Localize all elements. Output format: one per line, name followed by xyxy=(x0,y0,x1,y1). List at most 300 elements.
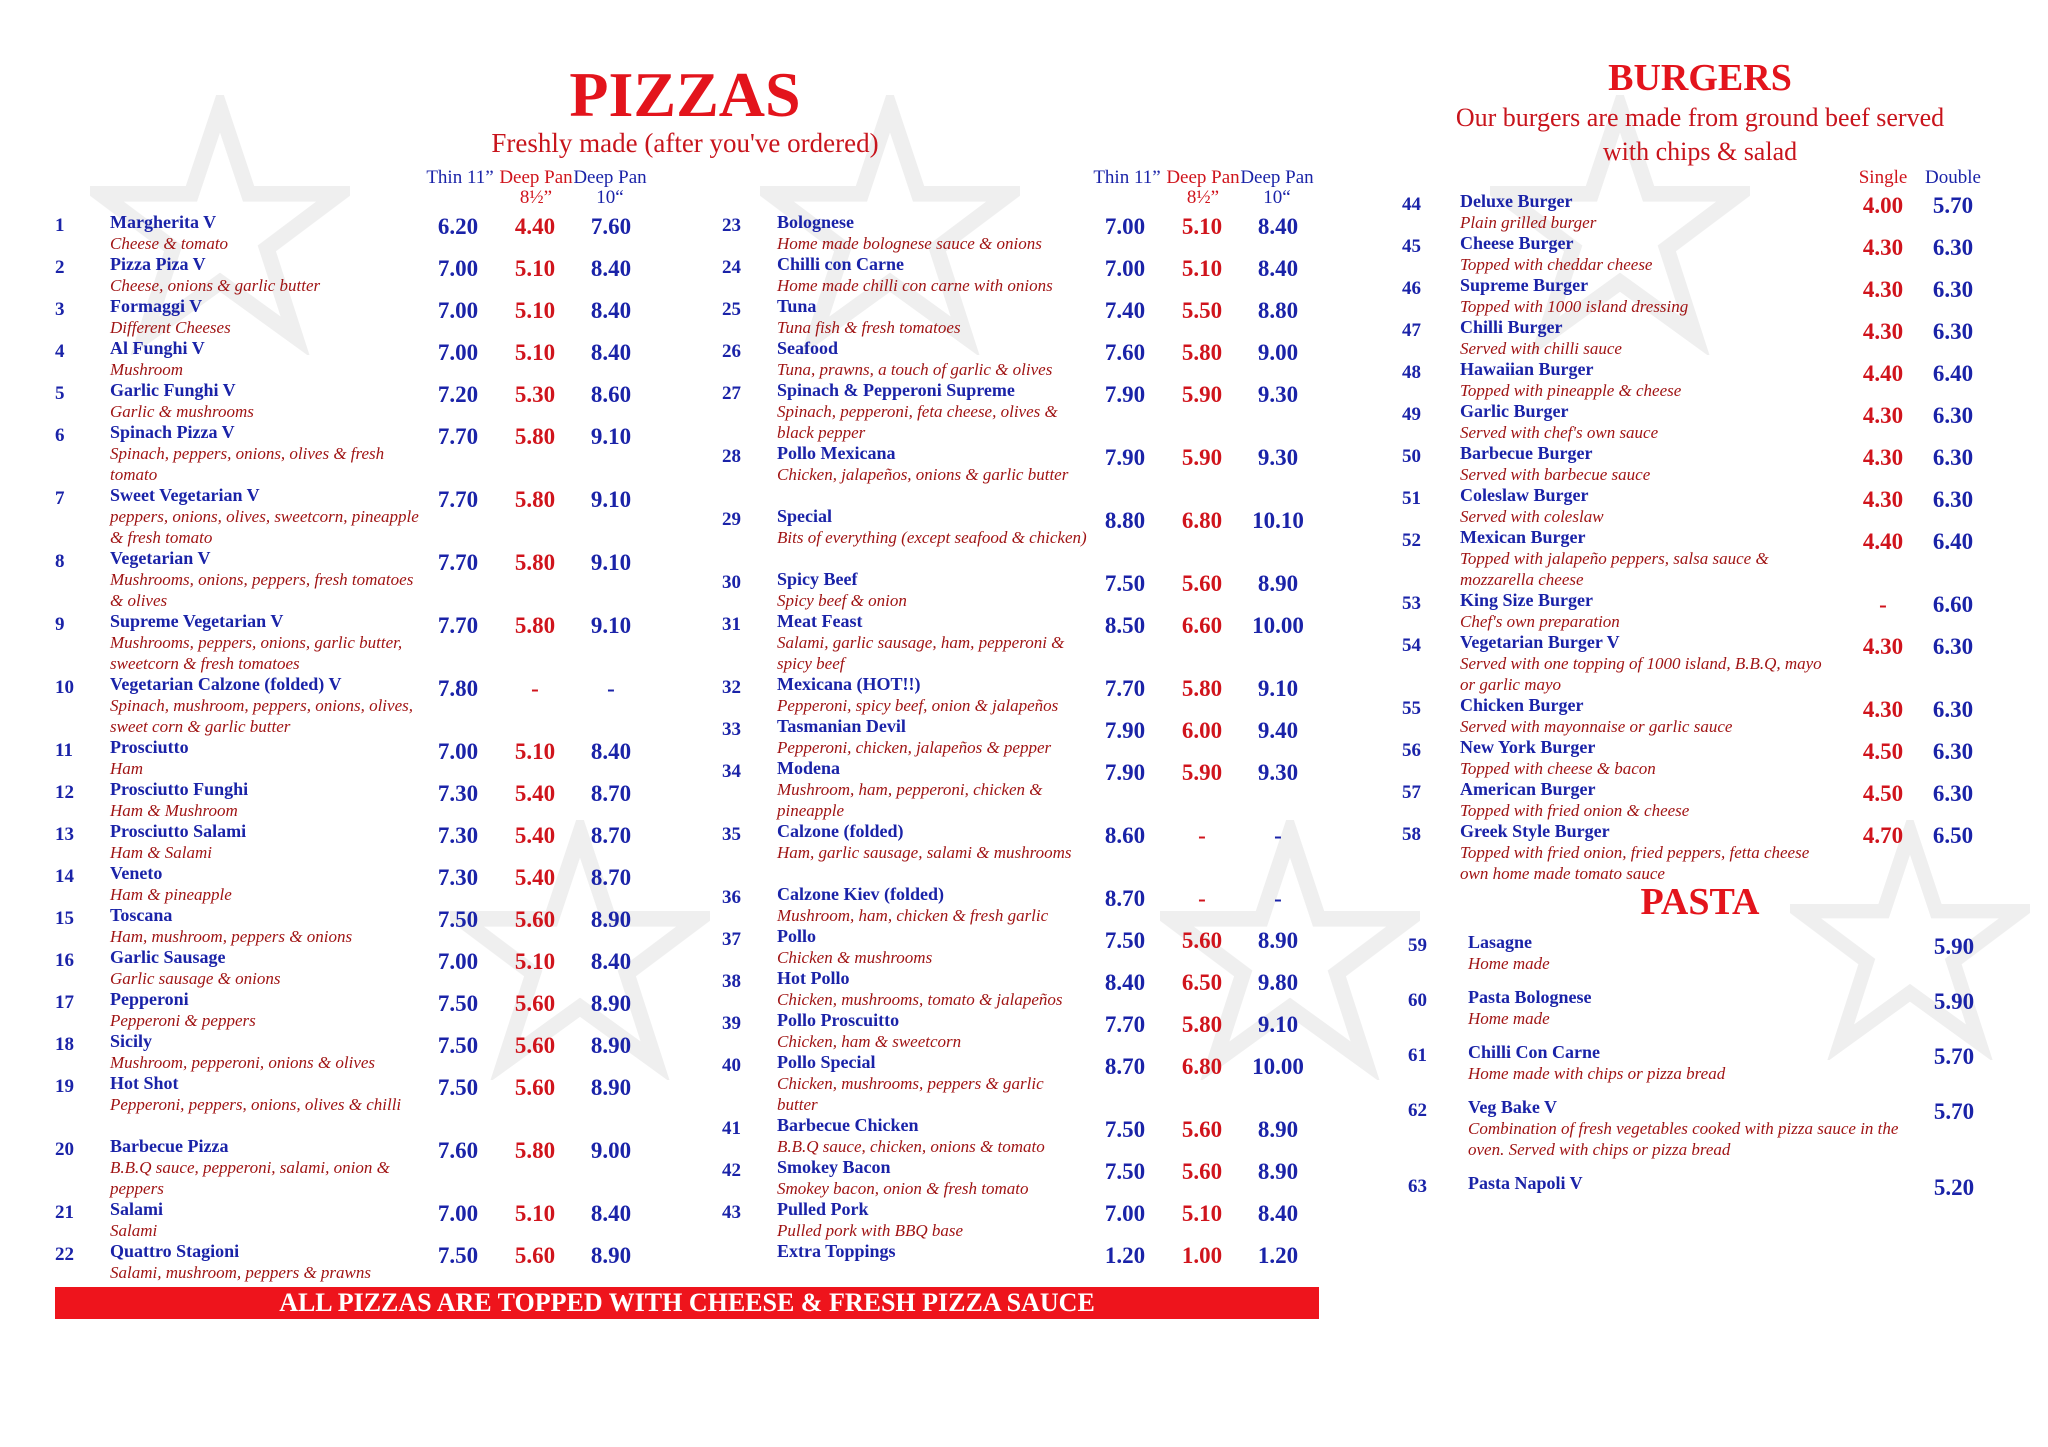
item-price: 5.80 xyxy=(514,487,556,512)
item-price: 6.30 xyxy=(1932,319,1974,344)
item-price: 7.00 xyxy=(1104,214,1146,239)
item-name: Vegetarian Calzone (folded) V xyxy=(110,674,342,694)
item-name: Salami xyxy=(110,1199,164,1219)
item-description: Topped with pineapple & cheese xyxy=(1460,381,1682,400)
item-name: Calzone Kiev (folded) xyxy=(777,884,944,904)
item-price: 5.90 xyxy=(1933,934,1975,959)
item-price: 5.60 xyxy=(514,1033,556,1058)
item-number: 19 xyxy=(55,1076,74,1097)
item-name: Vegetarian V xyxy=(110,548,211,568)
item-number: 26 xyxy=(722,341,741,362)
item-name: Hawaiian Burger xyxy=(1460,359,1594,379)
item-number: 48 xyxy=(1402,362,1421,383)
item-price: 5.60 xyxy=(1181,1159,1223,1184)
item-price: 5.60 xyxy=(514,1243,556,1268)
item-price: 6.40 xyxy=(1932,361,1974,386)
item-name: Spinach Pizza V xyxy=(110,422,235,442)
item-price: 7.50 xyxy=(437,991,479,1016)
item-description: Served with barbecue sauce xyxy=(1460,465,1651,484)
item-price: 4.40 xyxy=(514,214,556,239)
item-number: 40 xyxy=(722,1055,741,1076)
item-price: 4.30 xyxy=(1862,319,1904,344)
item-price: 5.10 xyxy=(1181,214,1223,239)
item-description: Topped with cheddar cheese xyxy=(1460,255,1653,274)
item-name: Pollo Special xyxy=(777,1052,876,1072)
item-number: 31 xyxy=(722,614,741,635)
item-name: Garlic Sausage xyxy=(110,947,226,967)
col-header-thin: Thin 11” xyxy=(426,167,494,188)
item-price: 6.80 xyxy=(1181,1054,1223,1079)
item-price: 4.30 xyxy=(1862,445,1904,470)
item-description: Combination of fresh vegetables cooked with pizza sauce in the oven. Served with chips or pizza bread xyxy=(1468,1119,1899,1159)
item-price: 7.90 xyxy=(1104,382,1146,407)
item-price: 7.00 xyxy=(1104,256,1146,281)
item-price: 6.30 xyxy=(1932,739,1974,764)
item-description: Served with mayonnaise or garlic sauce xyxy=(1460,717,1733,736)
item-description: Mushroom xyxy=(110,360,184,379)
item-price: 9.30 xyxy=(1257,445,1299,470)
item-price: 8.40 xyxy=(1257,214,1299,239)
item-price: 4.00 xyxy=(1862,193,1904,218)
item-price: 5.10 xyxy=(514,340,556,365)
item-description: Served with chilli sauce xyxy=(1460,339,1622,358)
item-name: Chicken Burger xyxy=(1460,695,1584,715)
item-price: 5.10 xyxy=(1181,1201,1223,1226)
item-number: 46 xyxy=(1402,278,1421,299)
item-description: Smokey bacon, onion & fresh tomato xyxy=(777,1179,1029,1198)
item-number: 3 xyxy=(55,299,65,320)
item-name: Supreme Burger xyxy=(1460,275,1589,295)
pizzas-subtitle: Freshly made (after you've ordered) xyxy=(491,128,879,158)
item-description: Home made with chips or pizza bread xyxy=(1468,1064,1726,1083)
item-price: 7.00 xyxy=(437,739,479,764)
item-price: 7.20 xyxy=(437,382,479,407)
item-description: Bits of everything (except seafood & chicken) xyxy=(777,528,1087,547)
item-name: Pollo Mexicana xyxy=(777,443,896,463)
item-description: Garlic sausage & onions xyxy=(110,969,281,988)
item-price: 5.60 xyxy=(514,991,556,1016)
item-price: 5.50 xyxy=(1181,298,1223,323)
item-description: Mushrooms, onions, peppers, fresh tomatoes & olives xyxy=(110,570,414,610)
item-name: American Burger xyxy=(1460,779,1596,799)
item-name: Seafood xyxy=(777,338,839,358)
item-description: Spinach, peppers, onions, olives & fresh tomato xyxy=(110,444,385,484)
item-name: Bolognese xyxy=(777,212,855,232)
item-price: - xyxy=(1198,886,1206,911)
item-price: 7.50 xyxy=(437,1033,479,1058)
item-price: 7.50 xyxy=(1104,1159,1146,1184)
item-name: Prosciutto Salami xyxy=(110,821,247,841)
item-price: 7.70 xyxy=(437,550,479,575)
item-price: 5.40 xyxy=(514,823,556,848)
item-name: Tasmanian Devil xyxy=(777,716,906,736)
item-description: Different Cheeses xyxy=(110,318,231,337)
item-price: 10.10 xyxy=(1252,508,1304,533)
item-name: Pasta Napoli V xyxy=(1468,1173,1583,1193)
item-price: 8.90 xyxy=(590,1075,632,1100)
item-price: 4.30 xyxy=(1862,235,1904,260)
item-name: Spinach & Pepperoni Supreme xyxy=(777,380,1015,400)
item-number: 18 xyxy=(55,1034,74,1055)
item-price: 5.80 xyxy=(1181,1012,1223,1037)
item-number: 38 xyxy=(722,971,741,992)
item-number: 59 xyxy=(1408,935,1427,956)
item-description: Home made xyxy=(1468,1009,1550,1028)
item-price: 9.10 xyxy=(590,550,632,575)
item-name: Pollo xyxy=(777,926,816,946)
item-price: 8.40 xyxy=(1257,1201,1299,1226)
item-price: 7.50 xyxy=(1104,571,1146,596)
item-price: 5.90 xyxy=(1181,760,1223,785)
item-name: Sweet Vegetarian V xyxy=(110,485,260,505)
item-price: 7.30 xyxy=(437,865,479,890)
item-price: 6.50 xyxy=(1932,823,1974,848)
item-name: Cheese Burger xyxy=(1460,233,1574,253)
item-number: 47 xyxy=(1402,320,1421,341)
item-description: Cheese, onions & garlic butter xyxy=(110,276,321,295)
item-description: Home made xyxy=(1468,954,1550,973)
item-number: 44 xyxy=(1402,194,1421,215)
item-price: 6.00 xyxy=(1181,718,1223,743)
item-number: 42 xyxy=(722,1160,741,1181)
item-price: 9.10 xyxy=(1257,1012,1299,1037)
item-description: Served with chef's own sauce xyxy=(1460,423,1659,442)
item-name: Supreme Vegetarian V xyxy=(110,611,284,631)
item-price: 7.00 xyxy=(437,298,479,323)
item-price: - xyxy=(1879,592,1887,617)
item-price: 5.80 xyxy=(1181,340,1223,365)
item-name: Pulled Pork xyxy=(777,1199,869,1219)
item-price: 6.30 xyxy=(1932,634,1974,659)
item-number: 62 xyxy=(1408,1100,1427,1121)
item-price: 7.50 xyxy=(1104,1117,1146,1142)
item-price: 9.10 xyxy=(590,487,632,512)
item-price: - xyxy=(607,676,615,701)
item-description: Pepperoni & peppers xyxy=(110,1011,256,1030)
item-price: 8.70 xyxy=(1104,886,1146,911)
item-price: 5.80 xyxy=(514,1138,556,1163)
item-price: 5.90 xyxy=(1181,382,1223,407)
item-number: 54 xyxy=(1402,635,1421,656)
burgers-title: BURGERS xyxy=(1608,57,1792,99)
item-price: 8.80 xyxy=(1104,508,1146,533)
item-name: Quattro Stagioni xyxy=(110,1241,240,1261)
item-number: 37 xyxy=(722,929,741,950)
item-description: B.B.Q sauce, pepperoni, salami, onion & peppers xyxy=(110,1158,390,1198)
item-price: 6.30 xyxy=(1932,445,1974,470)
item-number: 9 xyxy=(55,614,65,635)
item-name: Formaggi V xyxy=(110,296,203,316)
item-description: Chicken, ham & sweetcorn xyxy=(777,1032,962,1051)
pizza-banner: ALL PIZZAS ARE TOPPED WITH CHEESE & FRESH PIZZA SAUCE xyxy=(55,1287,1319,1319)
item-price: 8.70 xyxy=(590,823,632,848)
item-name: Deluxe Burger xyxy=(1460,191,1573,211)
item-price: 5.80 xyxy=(514,550,556,575)
item-price: 5.90 xyxy=(1181,445,1223,470)
item-price: 5.60 xyxy=(514,907,556,932)
item-description: Served with one topping of 1000 island, B.B.Q, mayo or garlic mayo xyxy=(1460,654,1822,694)
item-price: - xyxy=(1274,886,1282,911)
item-name: Mexicana (HOT!!) xyxy=(777,674,921,694)
item-name: Lasagne xyxy=(1468,932,1533,952)
item-name: Coleslaw Burger xyxy=(1460,485,1589,505)
item-number: 57 xyxy=(1402,782,1421,803)
item-number: 2 xyxy=(55,257,65,278)
item-price: 7.70 xyxy=(437,487,479,512)
item-description: Mushroom, ham, pepperoni, chicken & pineapple xyxy=(777,780,1043,820)
item-price: 5.10 xyxy=(514,739,556,764)
item-description: Chicken & mushrooms xyxy=(777,948,933,967)
item-price: 5.80 xyxy=(514,613,556,638)
item-description: Pepperoni, peppers, onions, olives & chilli xyxy=(110,1095,402,1114)
item-number: 15 xyxy=(55,908,74,929)
col-header-deep-small: Deep Pan 8½” xyxy=(1166,167,1240,208)
item-price: 8.60 xyxy=(1104,823,1146,848)
item-name: Tuna xyxy=(777,296,817,316)
item-number: 35 xyxy=(722,824,741,845)
item-price: 9.00 xyxy=(590,1138,632,1163)
item-name: Meat Feast xyxy=(777,611,863,631)
item-number: 49 xyxy=(1402,404,1421,425)
item-description: Mushroom, ham, chicken & fresh garlic xyxy=(777,906,1049,925)
item-price: 6.30 xyxy=(1932,487,1974,512)
col-header-single: Single xyxy=(1858,167,1908,188)
item-price: 5.10 xyxy=(514,298,556,323)
item-price: 4.70 xyxy=(1862,823,1904,848)
item-price: 7.00 xyxy=(437,949,479,974)
item-price: 6.50 xyxy=(1181,970,1223,995)
item-number: 17 xyxy=(55,992,74,1013)
item-price: 5.40 xyxy=(514,781,556,806)
item-number: 29 xyxy=(722,509,741,530)
item-number: 32 xyxy=(722,677,741,698)
item-price: 4.30 xyxy=(1862,403,1904,428)
item-price: 6.20 xyxy=(437,214,479,239)
item-price: 8.90 xyxy=(590,1243,632,1268)
item-price: 7.50 xyxy=(437,907,479,932)
item-price: 5.60 xyxy=(1181,928,1223,953)
item-name: Chilli Burger xyxy=(1460,317,1563,337)
item-description: Chicken, mushrooms, tomato & jalapeños xyxy=(777,990,1063,1009)
item-price: 9.40 xyxy=(1257,718,1299,743)
item-name: Pasta Bolognese xyxy=(1468,987,1592,1007)
item-price: 6.40 xyxy=(1932,529,1974,554)
item-price: 6.60 xyxy=(1181,613,1223,638)
item-price: 8.40 xyxy=(590,949,632,974)
item-price: 1.00 xyxy=(1181,1243,1223,1268)
item-price: 9.10 xyxy=(590,424,632,449)
item-price: 7.50 xyxy=(437,1075,479,1100)
item-description: Topped with fried onion & cheese xyxy=(1460,801,1690,820)
item-description: Ham & pineapple xyxy=(110,885,232,904)
item-price: 4.40 xyxy=(1862,361,1904,386)
item-description: Spinach, mushroom, peppers, onions, olives, sweet corn & garlic butter xyxy=(110,696,413,736)
item-price: 8.40 xyxy=(590,739,632,764)
item-number: 58 xyxy=(1402,824,1421,845)
item-description: Topped with jalapeño peppers, salsa sauce & mozzarella cheese xyxy=(1460,549,1769,589)
item-name: Prosciutto Funghi xyxy=(110,779,249,799)
item-price: 8.50 xyxy=(1104,613,1146,638)
item-price: 7.00 xyxy=(1104,1201,1146,1226)
item-description: Spicy beef & onion xyxy=(777,591,907,610)
item-name: Smokey Bacon xyxy=(777,1157,891,1177)
item-name: Prosciutto xyxy=(110,737,189,757)
item-price: - xyxy=(531,676,539,701)
item-price: 5.70 xyxy=(1933,1099,1975,1124)
item-price: 4.30 xyxy=(1862,487,1904,512)
item-price: 9.80 xyxy=(1257,970,1299,995)
item-description: Ham & Salami xyxy=(110,843,212,862)
item-name: Barbecue Burger xyxy=(1460,443,1593,463)
item-name: Modena xyxy=(777,758,840,778)
item-price: 8.90 xyxy=(590,991,632,1016)
item-price: 5.90 xyxy=(1933,989,1975,1014)
item-name: Special xyxy=(777,506,833,526)
item-number: 56 xyxy=(1402,740,1421,761)
item-price: 10.00 xyxy=(1252,1054,1304,1079)
item-name: Garlic Burger xyxy=(1460,401,1569,421)
item-name: Barbecue Pizza xyxy=(110,1136,229,1156)
item-description: Tuna fish & fresh tomatoes xyxy=(777,318,961,337)
item-price: 8.80 xyxy=(1257,298,1299,323)
item-price: 8.40 xyxy=(590,340,632,365)
item-description: Chicken, jalapeños, onions & garlic butter xyxy=(777,465,1069,484)
item-number: 50 xyxy=(1402,446,1421,467)
item-number: 12 xyxy=(55,782,74,803)
item-number: 51 xyxy=(1402,488,1421,509)
item-number: 27 xyxy=(722,383,741,404)
item-number: 22 xyxy=(55,1244,74,1265)
item-price: 8.90 xyxy=(1257,1159,1299,1184)
item-description: Salami xyxy=(110,1221,158,1240)
item-price: 7.40 xyxy=(1104,298,1146,323)
item-price: 8.90 xyxy=(1257,571,1299,596)
item-price: 5.20 xyxy=(1933,1175,1975,1200)
item-description: Mushroom, pepperoni, onions & olives xyxy=(110,1053,376,1072)
item-price: 8.90 xyxy=(590,907,632,932)
item-price: 7.70 xyxy=(437,424,479,449)
item-number: 34 xyxy=(722,761,741,782)
item-number: 23 xyxy=(722,215,741,236)
item-number: 24 xyxy=(722,257,741,278)
item-description: Topped with cheese & bacon xyxy=(1460,759,1656,778)
item-number: 6 xyxy=(55,425,65,446)
item-price: 7.70 xyxy=(1104,676,1146,701)
item-description: Cheese & tomato xyxy=(110,234,229,253)
item-description: Spinach, pepperoni, feta cheese, olives & black pepper xyxy=(777,402,1058,442)
item-price: 5.10 xyxy=(1181,256,1223,281)
item-number: 4 xyxy=(55,341,65,362)
item-description: Pulled pork with BBQ base xyxy=(777,1221,964,1240)
item-name: Hot Shot xyxy=(110,1073,179,1093)
item-price: 7.00 xyxy=(437,340,479,365)
item-name: King Size Burger xyxy=(1460,590,1593,610)
item-price: 7.70 xyxy=(1104,1012,1146,1037)
item-number: 1 xyxy=(55,215,65,236)
item-price: 8.70 xyxy=(590,865,632,890)
item-price: 9.30 xyxy=(1257,760,1299,785)
item-number: 5 xyxy=(55,383,65,404)
item-number: 30 xyxy=(722,572,741,593)
item-description: Salami, mushroom, peppers & prawns xyxy=(110,1263,371,1282)
item-price: 7.00 xyxy=(437,1201,479,1226)
item-description: Tuna, prawns, a touch of garlic & olives xyxy=(777,360,1053,379)
item-name: Pizza Piza V xyxy=(110,254,206,274)
item-price: 6.30 xyxy=(1932,403,1974,428)
item-price: 5.80 xyxy=(514,424,556,449)
item-name: Chilli con Carne xyxy=(777,254,905,274)
item-price: 5.10 xyxy=(514,949,556,974)
item-number: 41 xyxy=(722,1118,741,1139)
item-number: 63 xyxy=(1408,1176,1427,1197)
item-price: 8.60 xyxy=(590,382,632,407)
item-name: Mexican Burger xyxy=(1460,527,1586,547)
item-number: 16 xyxy=(55,950,74,971)
item-price: 8.40 xyxy=(590,1201,632,1226)
item-price: 8.90 xyxy=(1257,928,1299,953)
item-number: 13 xyxy=(55,824,74,845)
item-name: Spicy Beef xyxy=(777,569,858,589)
item-price: 1.20 xyxy=(1257,1243,1299,1268)
item-number: 60 xyxy=(1408,990,1427,1011)
item-description: Salami, garlic sausage, ham, pepperoni & spicy beef xyxy=(777,633,1065,673)
item-price: 7.90 xyxy=(1104,445,1146,470)
item-description: Ham, garlic sausage, salami & mushrooms xyxy=(777,843,1072,862)
item-price: 8.90 xyxy=(1257,1117,1299,1142)
item-price: 6.30 xyxy=(1932,697,1974,722)
item-description: peppers, onions, olives, sweetcorn, pineapple & fresh tomato xyxy=(110,507,419,547)
item-price: 7.00 xyxy=(437,256,479,281)
item-price: 7.50 xyxy=(1104,928,1146,953)
item-price: 8.40 xyxy=(1104,970,1146,995)
item-number: 61 xyxy=(1408,1045,1427,1066)
item-price: 9.00 xyxy=(1257,340,1299,365)
pizzas-title: PIZZAS xyxy=(569,59,801,130)
item-price: 8.40 xyxy=(1257,256,1299,281)
item-price: 7.60 xyxy=(1104,340,1146,365)
item-price: 5.40 xyxy=(514,865,556,890)
item-description: Topped with 1000 island dressing xyxy=(1460,297,1689,316)
item-price: 5.70 xyxy=(1932,193,1974,218)
item-description: Chicken, mushrooms, peppers & garlic butter xyxy=(777,1074,1044,1114)
item-name: Veneto xyxy=(110,863,163,883)
item-price: 7.80 xyxy=(437,676,479,701)
item-name: Extra Toppings xyxy=(777,1241,896,1261)
col-header-deep-small: Deep Pan 8½” xyxy=(499,167,573,208)
item-price: 5.60 xyxy=(1181,1117,1223,1142)
item-number: 14 xyxy=(55,866,74,887)
item-description: Pepperoni, chicken, jalapeños & pepper xyxy=(777,738,1052,757)
pasta-title: PASTA xyxy=(1640,881,1760,923)
item-name: Vegetarian Burger V xyxy=(1460,632,1620,652)
item-price: 6.60 xyxy=(1932,592,1974,617)
item-price: 4.30 xyxy=(1862,634,1904,659)
item-price: 8.90 xyxy=(590,1033,632,1058)
item-price: 7.30 xyxy=(437,781,479,806)
item-price: 8.70 xyxy=(1104,1054,1146,1079)
item-description: Ham, mushroom, peppers & onions xyxy=(110,927,353,946)
item-price: 6.30 xyxy=(1932,235,1974,260)
item-description: Ham xyxy=(110,759,144,778)
item-description: Pepperoni, spicy beef, onion & jalapeños xyxy=(777,696,1059,715)
col-header-deep-large: Deep Pan 10“ xyxy=(573,167,647,208)
item-price: 9.10 xyxy=(590,613,632,638)
item-price: 5.70 xyxy=(1933,1044,1975,1069)
item-name: Margherita V xyxy=(110,212,217,232)
item-price: 4.30 xyxy=(1862,277,1904,302)
item-description: Mushrooms, peppers, onions, garlic butter, sweetcorn & fresh tomatoes xyxy=(110,633,403,673)
item-price: - xyxy=(1198,823,1206,848)
